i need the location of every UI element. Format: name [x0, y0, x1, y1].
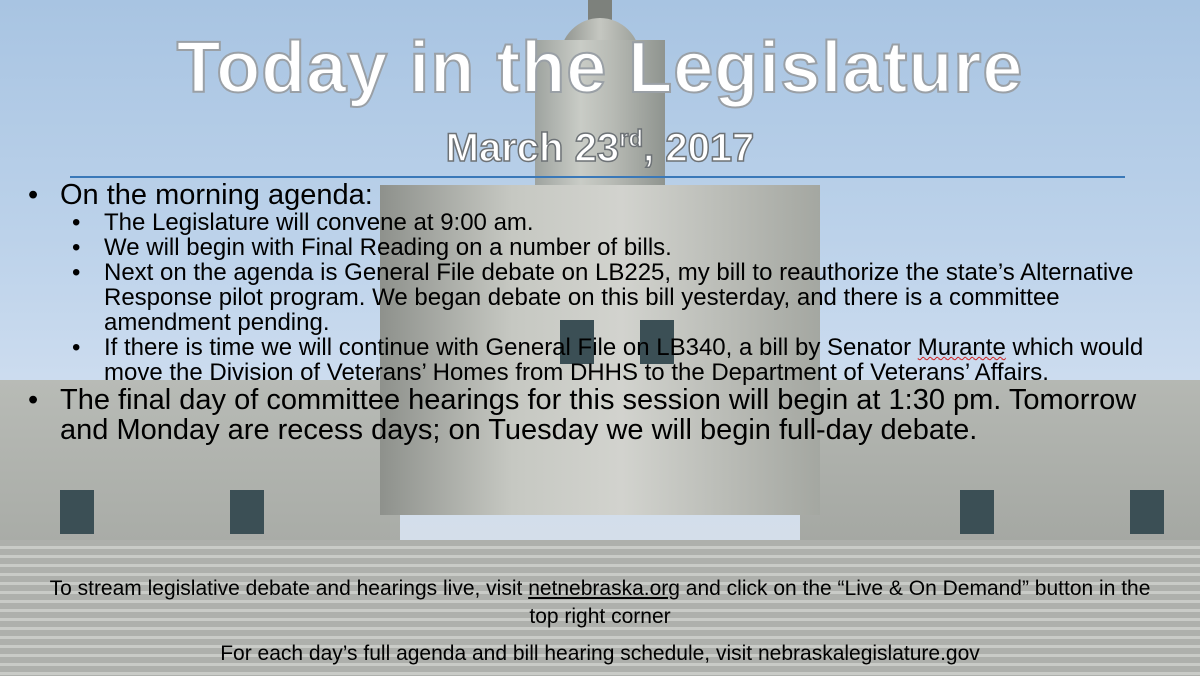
agenda-content: [28, 180, 1178, 445]
lb340-text-start: If there is time we will continue with General File on LB340, a bill by Senator: [104, 334, 918, 361]
agenda-item-lb225: • Next on the agenda is General File debate on LB225, my bill to reauthorize the state’s Alternative Response pilot program. We began debate on this bill yesterday, and there is a committee amendment pending.: [28, 260, 1178, 335]
netnebraska-link[interactable]: netnebraska.org: [528, 577, 680, 600]
lb340-text-end: which would move the Division of Veterans’ Homes from DHHS to the Department of Veterans’ Affairs.: [104, 334, 1144, 386]
date-prefix: March 23: [445, 126, 620, 170]
window: [60, 490, 94, 534]
morning-agenda-heading: • On the morning agenda:: [28, 180, 1178, 210]
schedule-info: For each day’s full agenda and bill hearing schedule, visit nebraskalegislature.gov: [220, 642, 980, 665]
morning-agenda-list: [28, 210, 1178, 385]
afternoon-hearings: • The final day of committee hearings for this session will begin at 1:30 pm. Tomorrow and Monday are recess days; on Tuesday we will begin full-day debate.: [28, 385, 1178, 445]
senator-name: Murante: [917, 334, 1006, 361]
window: [960, 490, 994, 534]
stream-text-end: and click on the “Live & On Demand” button in the top right corner: [529, 577, 1151, 628]
date-ordinal: rd: [619, 125, 644, 153]
slide-date: [0, 124, 1200, 172]
slide-title: Today in the Legislature: [176, 28, 1024, 108]
agenda-item-final-reading: • We will begin with Final Reading on a number of bills.: [28, 235, 1178, 260]
agenda-item-lb340: [28, 335, 1178, 385]
title-divider: [70, 176, 1125, 178]
stream-info: [40, 575, 1160, 631]
stream-text-start: To stream legislative debate and hearings live, visit: [49, 577, 529, 600]
agenda-item-convene: • The Legislature will convene at 9:00 am.: [28, 210, 1178, 235]
date-suffix: , 2017: [643, 126, 755, 170]
window: [230, 490, 264, 534]
window: [1130, 490, 1164, 534]
